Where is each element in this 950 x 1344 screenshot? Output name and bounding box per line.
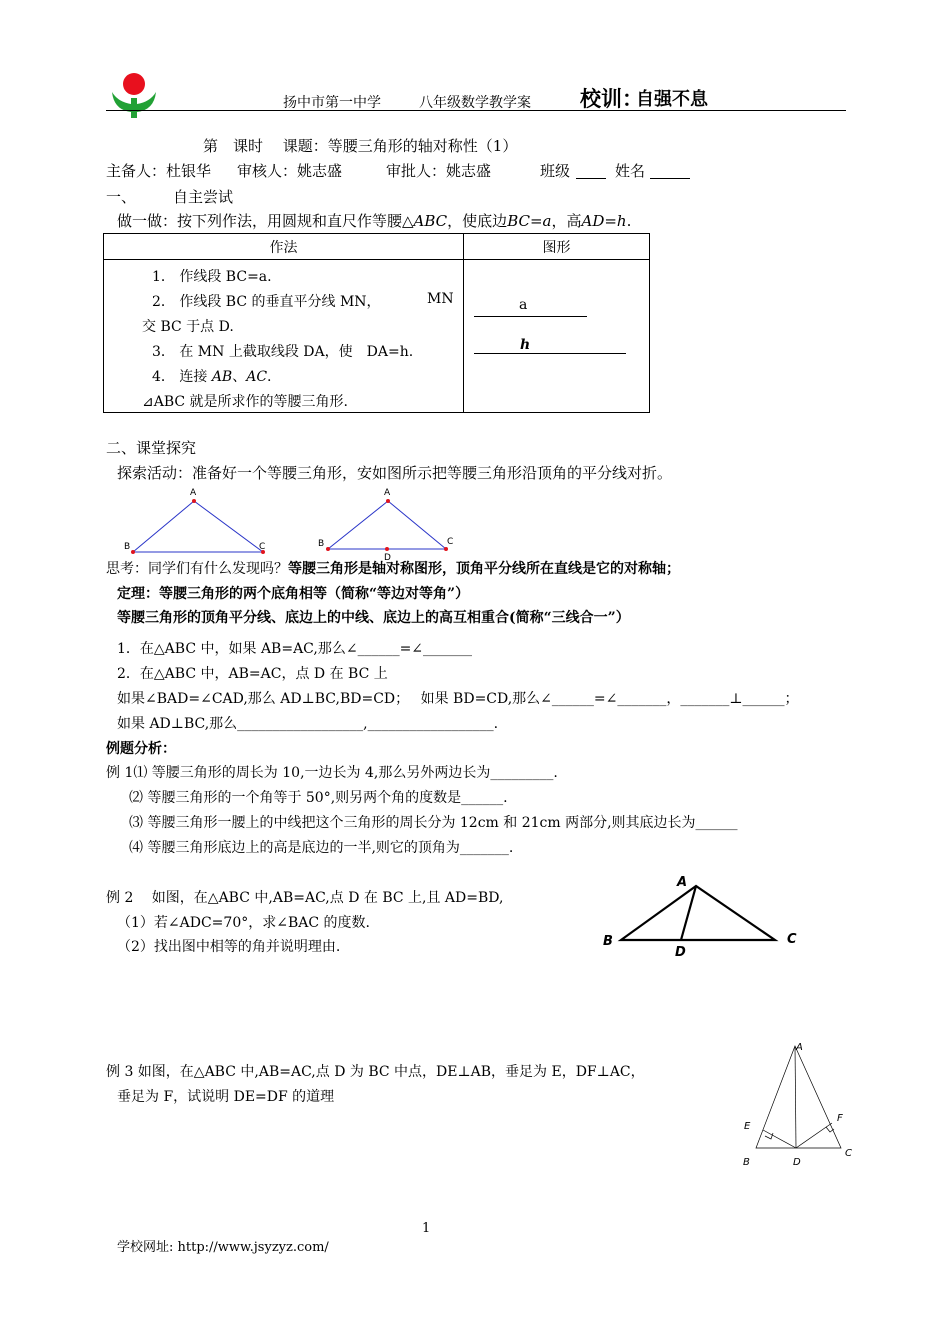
segment-a xyxy=(474,316,587,317)
example-2-1: （1）若∠ADC=70°，求∠BAC 的度数. xyxy=(117,915,370,931)
construction-table xyxy=(103,233,650,413)
ex2-label-d: D xyxy=(675,945,686,960)
intro-mid: ，使底边 xyxy=(447,212,508,230)
table-header-method: 作法 xyxy=(104,234,464,260)
tri2-label-d: D xyxy=(384,553,391,562)
step-2-cont: 交 BC 于点 D. xyxy=(142,319,234,335)
step-2-mn: MN xyxy=(427,291,454,307)
staff-approver: 审批人：姚志盛 xyxy=(386,162,492,180)
step-4-ac: AC xyxy=(246,369,268,385)
table-header-figure: 图形 xyxy=(464,234,650,260)
ex2-label-b: B xyxy=(603,934,613,949)
section1-intro xyxy=(117,210,631,231)
question-1: 1．在△ABC 中，如果 AB=AC,那么∠______=∠_______ xyxy=(117,641,473,657)
name-blank xyxy=(650,178,690,179)
name-label: 姓名 xyxy=(615,162,646,180)
question-2b: 如果 AD⊥BC,那么__________________,__________________. xyxy=(117,716,499,732)
folding-figures xyxy=(120,482,470,562)
triangle-1 xyxy=(124,488,265,554)
tri1-label-a: A xyxy=(190,488,197,498)
section1-title: 自主尝试 xyxy=(173,188,234,206)
staff-reviewer: 审核人：姚志盛 xyxy=(237,162,343,180)
step-4 xyxy=(152,366,272,386)
section1-number: 一、 xyxy=(106,188,137,206)
tri2-label-a: A xyxy=(384,488,391,498)
question-2: 2．在△ABC 中，AB=AC，点 D 在 BC 上 xyxy=(117,666,388,682)
header-school: 扬中市第一中学 xyxy=(283,95,381,111)
example-3: 例 3 如图，在△ABC 中,AB=AC,点 D 为 BC 中点，DE⊥AB，垂足为 E，DF⊥AC， xyxy=(106,1064,645,1080)
intro-bc: BC=a xyxy=(507,212,552,230)
ex3-label-a: A xyxy=(796,1042,803,1053)
ex2-label-c: C xyxy=(787,932,797,947)
example-2: 例 2 如图，在△ABC 中,AB=AC,点 D 在 BC 上,且 AD=BD, xyxy=(106,890,504,906)
segment-h xyxy=(474,353,626,354)
step-4-ab: AB xyxy=(211,369,233,385)
tri1-label-c: C xyxy=(259,542,266,552)
example-1-4: ⑷ 等腰三角形底边上的高是底边的一半,则它的顶角为_______. xyxy=(129,840,514,856)
think-line xyxy=(106,558,680,578)
staff-preparer: 主备人：杜银华 xyxy=(106,162,212,180)
table-steps-cell xyxy=(104,260,464,413)
ex3-label-e: E xyxy=(744,1121,751,1132)
step-4-sep: 、 xyxy=(232,369,247,385)
header-motto: 自强不息 xyxy=(636,89,708,110)
tri1-label-b: B xyxy=(124,542,131,552)
lesson-title: 第 课时 课题：等腰三角形的轴对称性（1） xyxy=(203,137,518,155)
ex3-label-f: F xyxy=(837,1113,843,1124)
section2-title: 二、课堂探究 xyxy=(106,439,197,457)
tri2-label-b: B xyxy=(318,539,325,549)
think-prefix: 思考：同学们有什么发现吗？ xyxy=(106,561,288,577)
intro-abc: ABC xyxy=(413,212,448,230)
segment-h-label: h xyxy=(520,337,531,353)
footer-website[interactable]: 学校网址: http://www.jsyzyz.com/ xyxy=(117,1240,329,1255)
step-2: 2． 作线段 BC 的垂直平分线 MN， xyxy=(152,294,381,310)
intro-ad: AD=h xyxy=(581,212,627,230)
example-2-2: （2）找出图中相等的角并说明理由. xyxy=(117,939,341,955)
intro-mid2: ，高 xyxy=(551,212,582,230)
example-1-3: ⑶ 等腰三角形一腰上的中线把这个三角形的周长分为 12cm 和 21cm 两部分,则其底边长为______ xyxy=(129,815,738,831)
step-4-prefix: 4． 连接 xyxy=(152,369,212,385)
example-1-2: ⑵ 等腰三角形的一个角等于 50°,则另两个角的度数是______. xyxy=(129,790,508,806)
segment-a-label: a xyxy=(519,297,528,313)
header-rule xyxy=(106,110,846,111)
examples-title: 例题分析： xyxy=(106,741,176,757)
step-4-end: . xyxy=(267,369,272,385)
example-1-1: 例 1⑴ 等腰三角形的周长为 10,一边长为 4,那么另外两边长为_________. xyxy=(106,765,558,781)
ex3-label-b: B xyxy=(743,1157,750,1168)
ex2-label-a: A xyxy=(677,875,688,890)
step-3: 3． 在 MN 上截取线段 DA，使 DA=h. xyxy=(152,344,414,360)
intro-end: . xyxy=(626,212,632,230)
ex3-label-c: C xyxy=(845,1148,852,1159)
example-3-figure xyxy=(738,1035,863,1170)
step-conclusion: ⊿ABC 就是所求作的等腰三角形. xyxy=(142,394,349,410)
school-logo xyxy=(108,70,160,120)
example-3-b: 垂足为 F，试说明 DE=DF 的道理 xyxy=(117,1089,335,1105)
ex3-label-d: D xyxy=(793,1157,801,1168)
think-bold: 等腰三角形是轴对称图形，顶角平分线所在直线是它的对称轴； xyxy=(288,561,680,577)
intro-prefix: 做一做：按下列作法，用圆规和直尺作等腰△ xyxy=(117,212,414,230)
tri2-label-c: C xyxy=(447,537,454,547)
question-2a: 如果∠BAD=∠CAD,那么 AD⊥BC,BD=CD； 如果 BD=CD,那么∠______=∠_______，_______⊥______； xyxy=(117,691,799,707)
example-2-figure xyxy=(598,868,808,963)
step-1: 1． 作线段 BC=a. xyxy=(152,269,272,285)
header-motto-label: 校训： xyxy=(580,86,643,111)
section2-activity: 探索活动：准备好一个等腰三角形，安如图所示把等腰三角形沿顶角的平分线对折。 xyxy=(117,464,673,482)
triangle-2 xyxy=(318,488,453,562)
header-subject: 八年级数学教学案 xyxy=(419,95,531,111)
class-label: 班级 xyxy=(540,162,571,180)
theorem-2: 等腰三角形的顶角平分线、底边上的中线、底边上的高互相重合(简称“三线合一”） xyxy=(117,610,630,626)
table-figure-cell xyxy=(464,260,650,413)
theorem-1: 定理：等腰三角形的两个底角相等（简称“等边对等角”） xyxy=(117,586,470,602)
class-blank xyxy=(576,178,606,179)
page-number: 1 xyxy=(422,1221,431,1236)
